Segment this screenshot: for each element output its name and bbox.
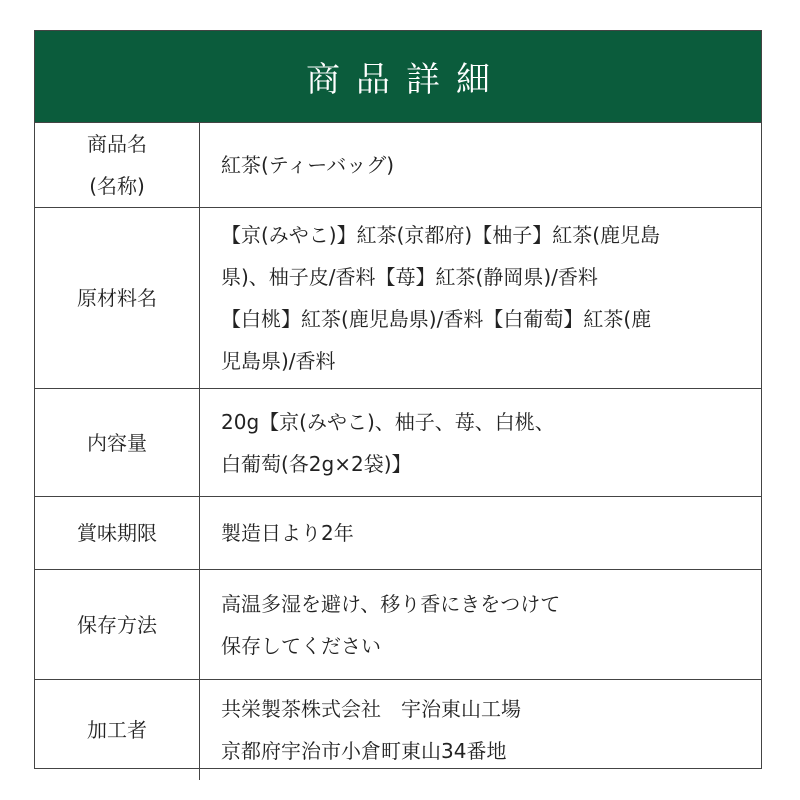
- table-row-best-before: [35, 497, 761, 570]
- value-storage: [200, 570, 762, 680]
- value-processor: [200, 680, 762, 781]
- label-contents: 内容量: [35, 389, 200, 497]
- table-row-contents: [35, 389, 761, 497]
- label-product-name-line1: 商品名: [87, 132, 147, 156]
- processor-line: 共栄製茶株式会社 宇治東山工場: [221, 697, 521, 721]
- storage-line: 高温多湿を避け、移り香にきをつけて: [221, 591, 561, 616]
- header-bar: [35, 31, 761, 123]
- product-details-sheet: [34, 30, 762, 769]
- value-product-name: 紅茶(ティーバッグ): [200, 123, 762, 208]
- label-product-name-line2: (名称): [89, 174, 145, 198]
- table-row-processor: [35, 680, 761, 781]
- label-best-before: 賞味期限: [35, 497, 200, 570]
- storage-line: 保存してください: [221, 633, 381, 658]
- ingredients-line: 【京(みやこ)】紅茶(京都府)【柚子】紅茶(鹿児島: [221, 223, 661, 247]
- value-best-before: 製造日より2年: [200, 497, 762, 570]
- processor-line: 京都府宇治市小倉町東山34番地: [221, 739, 507, 763]
- label-product-name: [35, 123, 200, 208]
- table-row-ingredients: [35, 208, 761, 389]
- label-storage: 保存方法: [35, 570, 200, 680]
- table-row-product-name: [35, 123, 761, 208]
- page-title: 商品詳細: [306, 60, 506, 100]
- contents-line: 白葡萄(各2g×2袋)】: [221, 451, 412, 476]
- product-details-table: [35, 123, 761, 780]
- label-processor: 加工者: [35, 680, 200, 781]
- ingredients-line: 【白桃】紅茶(鹿児島県)/香料【白葡萄】紅茶(鹿: [221, 307, 652, 331]
- value-ingredients: [200, 208, 762, 389]
- ingredients-line: 県)、柚子皮/香料【苺】紅茶(静岡県)/香料: [221, 265, 598, 289]
- table-row-storage: [35, 570, 761, 680]
- label-ingredients: 原材料名: [35, 208, 200, 389]
- ingredients-line: 児島県)/香料: [221, 349, 336, 373]
- value-contents: [200, 389, 762, 497]
- contents-line: 20g【京(みやこ)、柚子、苺、白桃、: [221, 409, 555, 434]
